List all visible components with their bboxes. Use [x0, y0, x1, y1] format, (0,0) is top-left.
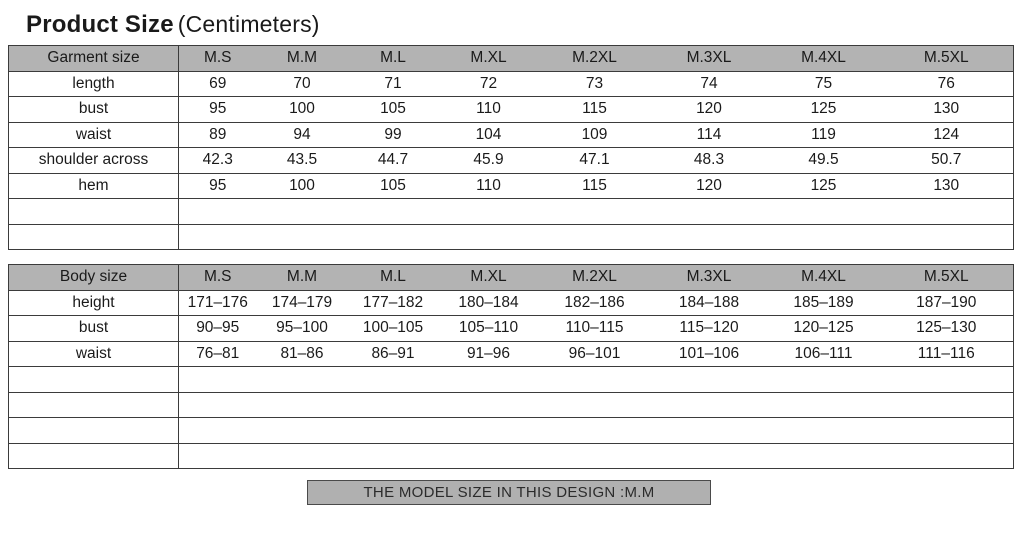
row-label: waist [9, 341, 179, 367]
value-cell: 101–106 [651, 341, 768, 367]
value-cell: 115 [539, 97, 651, 123]
empty-row [9, 199, 1014, 225]
table-row [9, 290, 1014, 316]
table-header-label: Body size [9, 265, 179, 291]
table-row [9, 97, 1014, 123]
table-header-label: Garment size [9, 46, 179, 72]
empty-label-cell [9, 418, 179, 444]
size-column-header: M.4XL [768, 46, 880, 72]
table-row [9, 173, 1014, 199]
empty-label-cell [9, 367, 179, 393]
size-column-header: M.3XL [651, 265, 768, 291]
value-cell: 114 [651, 122, 768, 148]
value-cell: 100 [257, 173, 348, 199]
value-cell: 96–101 [539, 341, 651, 367]
row-label: shoulder across [9, 148, 179, 174]
empty-label-cell [9, 392, 179, 418]
size-column-header: M.2XL [539, 265, 651, 291]
value-cell: 95 [179, 173, 257, 199]
model-size-note: THE MODEL SIZE IN THIS DESIGN :M.M [307, 480, 711, 505]
empty-row [9, 224, 1014, 250]
empty-data-cell [179, 199, 1014, 225]
value-cell: 75 [768, 71, 880, 97]
value-cell: 120 [651, 97, 768, 123]
row-label: waist [9, 122, 179, 148]
value-cell: 95–100 [257, 316, 348, 342]
body-size-table [8, 264, 1014, 469]
row-label: length [9, 71, 179, 97]
value-cell: 110–115 [539, 316, 651, 342]
value-cell: 72 [439, 71, 539, 97]
value-cell: 106–111 [768, 341, 880, 367]
value-cell: 44.7 [348, 148, 439, 174]
empty-label-cell [9, 199, 179, 225]
empty-data-cell [179, 443, 1014, 469]
value-cell: 89 [179, 122, 257, 148]
size-column-header: M.S [179, 265, 257, 291]
value-cell: 42.3 [179, 148, 257, 174]
value-cell: 76–81 [179, 341, 257, 367]
value-cell: 115 [539, 173, 651, 199]
value-cell: 115–120 [651, 316, 768, 342]
size-column-header: M.XL [439, 265, 539, 291]
value-cell: 70 [257, 71, 348, 97]
value-cell: 182–186 [539, 290, 651, 316]
size-column-header: M.2XL [539, 46, 651, 72]
value-cell: 49.5 [768, 148, 880, 174]
value-cell: 184–188 [651, 290, 768, 316]
size-column-header: M.L [348, 46, 439, 72]
table-row [9, 122, 1014, 148]
value-cell: 95 [179, 97, 257, 123]
size-column-header: M.M [257, 46, 348, 72]
table-row [9, 316, 1014, 342]
value-cell: 69 [179, 71, 257, 97]
empty-data-cell [179, 224, 1014, 250]
row-label: hem [9, 173, 179, 199]
value-cell: 45.9 [439, 148, 539, 174]
size-column-header: M.3XL [651, 46, 768, 72]
value-cell: 110 [439, 97, 539, 123]
value-cell: 110 [439, 173, 539, 199]
size-column-header: M.5XL [880, 46, 1014, 72]
size-column-header: M.S [179, 46, 257, 72]
row-label: bust [9, 316, 179, 342]
value-cell: 86–91 [348, 341, 439, 367]
page-title [26, 9, 1024, 40]
value-cell: 48.3 [651, 148, 768, 174]
value-cell: 74 [651, 71, 768, 97]
value-cell: 100 [257, 97, 348, 123]
value-cell: 71 [348, 71, 439, 97]
value-cell: 120–125 [768, 316, 880, 342]
value-cell: 91–96 [439, 341, 539, 367]
value-cell: 73 [539, 71, 651, 97]
value-cell: 171–176 [179, 290, 257, 316]
value-cell: 81–86 [257, 341, 348, 367]
empty-data-cell [179, 392, 1014, 418]
row-label: bust [9, 97, 179, 123]
table-row [9, 148, 1014, 174]
size-column-header: M.M [257, 265, 348, 291]
value-cell: 43.5 [257, 148, 348, 174]
empty-row [9, 367, 1014, 393]
value-cell: 125 [768, 173, 880, 199]
value-cell: 50.7 [880, 148, 1014, 174]
value-cell: 125–130 [880, 316, 1014, 342]
value-cell: 76 [880, 71, 1014, 97]
empty-label-cell [9, 224, 179, 250]
table-row [9, 71, 1014, 97]
size-column-header: M.4XL [768, 265, 880, 291]
value-cell: 125 [768, 97, 880, 123]
empty-row [9, 443, 1014, 469]
value-cell: 104 [439, 122, 539, 148]
value-cell: 100–105 [348, 316, 439, 342]
empty-row [9, 418, 1014, 444]
value-cell: 187–190 [880, 290, 1014, 316]
value-cell: 90–95 [179, 316, 257, 342]
value-cell: 130 [880, 173, 1014, 199]
value-cell: 105 [348, 97, 439, 123]
value-cell: 174–179 [257, 290, 348, 316]
table-header-row [9, 46, 1014, 72]
value-cell: 94 [257, 122, 348, 148]
size-column-header: M.XL [439, 46, 539, 72]
table-row [9, 341, 1014, 367]
value-cell: 130 [880, 97, 1014, 123]
value-cell: 99 [348, 122, 439, 148]
value-cell: 120 [651, 173, 768, 199]
empty-data-cell [179, 367, 1014, 393]
empty-label-cell [9, 443, 179, 469]
page-title-text: Product Size [26, 11, 174, 38]
value-cell: 180–184 [439, 290, 539, 316]
value-cell: 105 [348, 173, 439, 199]
value-cell: 177–182 [348, 290, 439, 316]
value-cell: 105–110 [439, 316, 539, 342]
value-cell: 109 [539, 122, 651, 148]
garment-size-table [8, 45, 1014, 250]
value-cell: 111–116 [880, 341, 1014, 367]
size-column-header: M.5XL [880, 265, 1014, 291]
page-title-unit: (Centimeters) [177, 11, 320, 37]
value-cell: 124 [880, 122, 1014, 148]
size-column-header: M.L [348, 265, 439, 291]
value-cell: 119 [768, 122, 880, 148]
value-cell: 47.1 [539, 148, 651, 174]
empty-row [9, 392, 1014, 418]
value-cell: 185–189 [768, 290, 880, 316]
table-header-row [9, 265, 1014, 291]
row-label: height [9, 290, 179, 316]
empty-data-cell [179, 418, 1014, 444]
